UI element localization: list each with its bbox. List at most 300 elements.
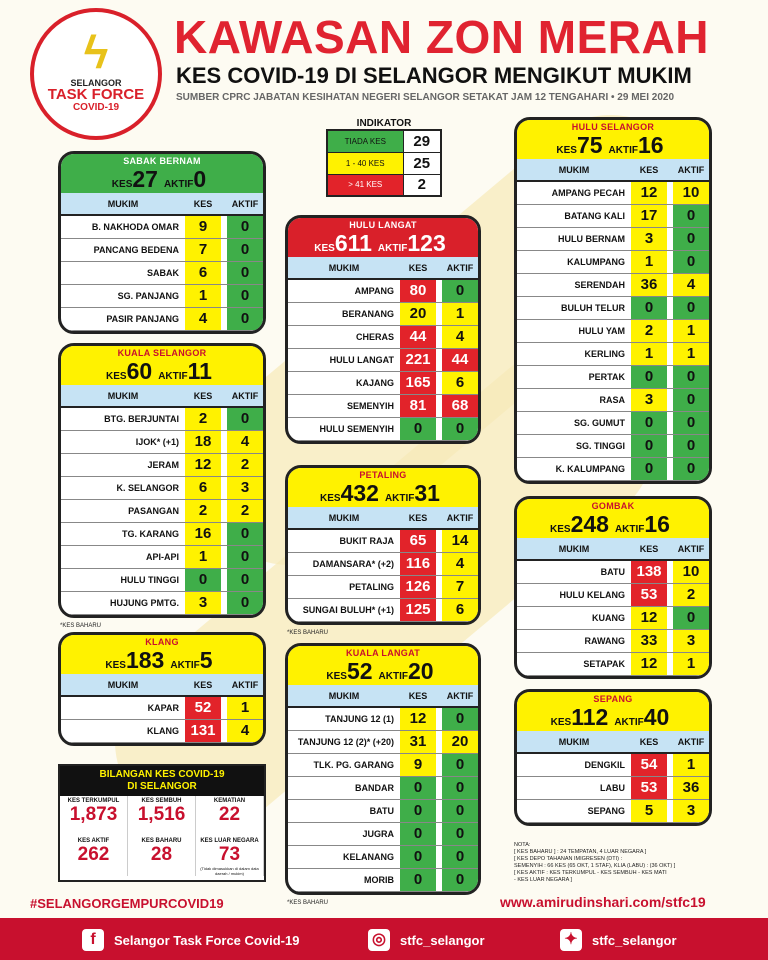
facebook-label: Selangor Task Force Covid-19 <box>114 932 300 948</box>
table-row <box>61 719 263 742</box>
mukim-name: MORIB <box>288 868 400 891</box>
district-name: KUALA LANGAT <box>345 648 421 658</box>
mukim-kes: 18 <box>185 430 221 453</box>
mukim-kes: 6 <box>185 261 221 284</box>
district-kes-total: 112 <box>571 704 609 730</box>
mukim-aktif: 0 <box>442 845 478 868</box>
table-header <box>61 193 263 215</box>
mukim-name: HULU SEMENYIH <box>288 417 400 440</box>
table-row <box>61 238 263 261</box>
mukim-kes: 9 <box>185 215 221 238</box>
footnote: *KES BAHARU <box>287 630 329 636</box>
table-header <box>61 674 263 696</box>
stfc-logo <box>30 8 162 140</box>
hashtag: #SELANGORGEMPURCOVID19 <box>30 896 224 911</box>
col-aktif: AKTIF <box>442 685 478 707</box>
card-header <box>517 120 709 159</box>
table-row <box>517 319 709 342</box>
mukim-aktif: 36 <box>673 776 709 799</box>
table-row <box>288 868 478 891</box>
table-row <box>517 457 709 480</box>
table-row <box>517 296 709 319</box>
mukim-name: BATU <box>517 560 631 583</box>
indikator-legend <box>326 118 442 197</box>
mukim-aktif: 0 <box>442 776 478 799</box>
card-header <box>61 346 263 385</box>
col-kes: KES <box>631 538 667 560</box>
col-aktif: AKTIF <box>227 674 263 696</box>
logo-text: SELANGOR <box>70 78 122 88</box>
total-label: KES BAHARU <box>141 838 182 844</box>
mukim-aktif: 14 <box>442 529 478 552</box>
mukim-kes: 0 <box>400 868 436 891</box>
district-name: HULU SELANGOR <box>571 122 655 132</box>
totals-title: DI SELANGOR <box>127 781 197 792</box>
mukim-aktif: 44 <box>442 348 478 371</box>
mukim-name: RAWANG <box>517 629 631 652</box>
mukim-aktif: 0 <box>673 250 709 273</box>
kes-label: KES <box>326 671 347 682</box>
mukim-aktif: 0 <box>227 522 263 545</box>
table-row <box>517 250 709 273</box>
table-header <box>517 538 709 560</box>
col-aktif: AKTIF <box>227 385 263 407</box>
col-mukim: MUKIM <box>517 538 631 560</box>
col-kes: KES <box>185 385 221 407</box>
mukim-kes: 12 <box>631 606 667 629</box>
legend-value: 29 <box>403 130 441 152</box>
table-row <box>517 583 709 606</box>
mukim-name: HULU TINGGI <box>61 568 185 591</box>
mukim-kes: 0 <box>400 799 436 822</box>
mukim-aktif: 0 <box>227 568 263 591</box>
mukim-name: TG. KARANG <box>61 522 185 545</box>
kes-label: KES <box>550 524 571 535</box>
district-card-klang <box>58 632 266 746</box>
mukim-kes: 4 <box>185 307 221 330</box>
source-line: SUMBER CPRC JABATAN KESIHATAN NEGERI SELANGOR SETAKAT JAM 12 TENGAHARI • 29 MEI 2020 <box>176 92 675 103</box>
mukim-aktif: 0 <box>227 545 263 568</box>
table-row <box>288 598 478 621</box>
district-name: SEPANG <box>593 694 633 704</box>
mukim-aktif: 2 <box>227 453 263 476</box>
mukim-kes: 12 <box>631 181 667 204</box>
mukim-aktif: 0 <box>442 868 478 891</box>
mukim-name: BUKIT RAJA <box>288 529 400 552</box>
note-line: SEMENYIH : 66 KES (65 OKT, 1 STAF), KLIA (LABU) : (36 OKT) ] <box>514 863 676 869</box>
mukim-kes: 1 <box>631 250 667 273</box>
mukim-kes: 0 <box>631 457 667 480</box>
district-aktif-total: 0 <box>193 166 207 192</box>
mukim-aktif: 0 <box>673 606 709 629</box>
mukim-name: TANJUNG 12 (2)* (+20) <box>288 730 400 753</box>
mukim-name: API-API <box>61 545 185 568</box>
mukim-aktif: 0 <box>227 407 263 430</box>
mukim-aktif: 0 <box>673 457 709 480</box>
mukim-name: HULU LANGAT <box>288 348 400 371</box>
table-row <box>517 560 709 583</box>
legend-value: 2 <box>403 174 441 196</box>
kes-label: KES <box>320 493 341 504</box>
total-cell <box>196 796 264 836</box>
mukim-kes: 54 <box>631 753 667 776</box>
mukim-name: SEPANG <box>517 799 631 822</box>
mukim-aktif: 0 <box>673 296 709 319</box>
district-aktif-total: 20 <box>408 658 434 684</box>
mukim-aktif: 0 <box>673 388 709 411</box>
mukim-aktif: 3 <box>673 629 709 652</box>
mukim-name: K. KALUMPANG <box>517 457 631 480</box>
table-header <box>61 385 263 407</box>
aktif-label: AKTIF <box>614 524 645 535</box>
mukim-name: SETAPAK <box>517 652 631 675</box>
total-label: KEMATIAN <box>213 798 246 804</box>
card-header <box>61 154 263 193</box>
total-value: 1,873 <box>69 804 118 825</box>
mukim-name: CHERAS <box>288 325 400 348</box>
mukim-aktif: 0 <box>227 261 263 284</box>
note-line: NOTA: <box>514 842 531 848</box>
district-card-gombak <box>514 496 712 679</box>
table-row <box>288 799 478 822</box>
mukim-name: PETALING <box>288 575 400 598</box>
instagram-link[interactable] <box>368 929 485 951</box>
table-row <box>61 545 263 568</box>
mukim-name: TANJUNG 12 (1) <box>288 707 400 730</box>
mukim-kes: 165 <box>400 371 436 394</box>
table-row <box>517 365 709 388</box>
total-label: KES TERKUMPUL <box>67 798 120 804</box>
mukim-name: BTG. BERJUNTAI <box>61 407 185 430</box>
table-row <box>517 388 709 411</box>
col-kes: KES <box>631 159 667 181</box>
mukim-aktif: 0 <box>442 417 478 440</box>
table-row <box>61 307 263 330</box>
mukim-name: AMPANG <box>288 279 400 302</box>
kes-label: KES <box>556 145 577 156</box>
indikator-title: INDIKATOR <box>356 118 412 129</box>
card-header <box>288 646 478 685</box>
col-mukim: MUKIM <box>517 159 631 181</box>
district-aktif-total: 16 <box>638 132 664 158</box>
mukim-name: BULUH TELUR <box>517 296 631 319</box>
mukim-name: HUJUNG PMTG. <box>61 591 185 614</box>
table-row <box>288 348 478 371</box>
card-header <box>517 692 709 731</box>
instagram-icon: ◎ <box>368 929 390 951</box>
mukim-kes: 33 <box>631 629 667 652</box>
table-row <box>61 568 263 591</box>
col-kes: KES <box>400 257 436 279</box>
twitter-link[interactable] <box>560 929 677 951</box>
table-row <box>61 696 263 719</box>
aktif-label: AKTIF <box>378 671 408 682</box>
district-name: SABAK BERNAM <box>123 156 201 166</box>
district-kes-total: 248 <box>570 511 609 537</box>
facebook-link[interactable] <box>82 929 299 951</box>
col-aktif: AKTIF <box>673 159 709 181</box>
mukim-kes: 65 <box>400 529 436 552</box>
total-value: 73 <box>218 844 241 865</box>
mukim-kes: 16 <box>185 522 221 545</box>
mukim-aktif: 0 <box>673 204 709 227</box>
mukim-kes: 6 <box>185 476 221 499</box>
mukim-kes: 0 <box>631 296 667 319</box>
note-line: [ KES BAHARU ] : 24 TEMPATAN, 4 LUAR NEGARA ] <box>514 849 647 855</box>
page-title: KAWASAN ZON MERAH <box>174 11 709 63</box>
mukim-aktif: 1 <box>673 652 709 675</box>
mukim-kes: 0 <box>400 417 436 440</box>
mukim-name: AMPANG PECAH <box>517 181 631 204</box>
mukim-aktif: 0 <box>442 707 478 730</box>
district-card-hulu-langat <box>285 215 481 444</box>
mukim-aktif: 7 <box>442 575 478 598</box>
col-mukim: MUKIM <box>288 507 400 529</box>
mukim-aktif: 4 <box>227 719 263 742</box>
mukim-kes: 126 <box>400 575 436 598</box>
page-subtitle: KES COVID-19 DI SELANGOR MENGIKUT MUKIM <box>176 63 692 88</box>
table-row <box>288 845 478 868</box>
mukim-name: KAJANG <box>288 371 400 394</box>
table-row <box>61 476 263 499</box>
district-card-sepang <box>514 689 712 826</box>
table-row <box>517 652 709 675</box>
mukim-aktif: 0 <box>442 279 478 302</box>
mukim-aktif: 3 <box>227 476 263 499</box>
district-name: PETALING <box>359 470 407 480</box>
mukim-kes: 0 <box>400 822 436 845</box>
mukim-kes: 81 <box>400 394 436 417</box>
table-row <box>288 822 478 845</box>
table-row <box>288 394 478 417</box>
table-row <box>61 284 263 307</box>
notes-block <box>514 842 734 884</box>
district-name: KLANG <box>145 637 179 647</box>
mukim-kes: 2 <box>185 407 221 430</box>
mukim-aktif: 0 <box>673 411 709 434</box>
district-aktif-total: 5 <box>199 647 213 673</box>
mukim-name: HULU BERNAM <box>517 227 631 250</box>
table-row <box>61 591 263 614</box>
mukim-aktif: 0 <box>673 434 709 457</box>
district-kes-total: 52 <box>346 658 373 684</box>
col-mukim: MUKIM <box>517 731 631 753</box>
table-row <box>288 325 478 348</box>
district-card-kuala-langat <box>285 643 481 895</box>
aktif-label: AKTIF <box>163 179 194 190</box>
mukim-name: HULU YAM <box>517 319 631 342</box>
total-cell <box>60 836 128 876</box>
district-name: GOMBAK <box>591 501 635 511</box>
mukim-aktif: 4 <box>673 273 709 296</box>
mukim-table <box>288 507 478 622</box>
table-row <box>517 753 709 776</box>
mukim-kes: 31 <box>400 730 436 753</box>
mukim-aktif: 6 <box>442 598 478 621</box>
logo-text: COVID-19 <box>72 102 120 113</box>
note-line: [ KES DEPO TAHANAN IMIGRESEN (DTI) : <box>514 856 622 862</box>
table-row <box>517 434 709 457</box>
table-row <box>288 730 478 753</box>
table-row <box>288 753 478 776</box>
mukim-name: SG. GUMUT <box>517 411 631 434</box>
footnote: *KES BAHARU <box>287 900 329 906</box>
col-mukim: MUKIM <box>61 674 185 696</box>
legend-label: > 41 KES <box>327 174 403 196</box>
col-mukim: MUKIM <box>61 385 185 407</box>
mukim-name: DAMANSARA* (+2) <box>288 552 400 575</box>
facebook-icon: f <box>82 929 104 951</box>
total-cell <box>128 836 196 876</box>
mukim-name: HULU KELANG <box>517 583 631 606</box>
mukim-name: SUNGAI BULUH* (+1) <box>288 598 400 621</box>
mukim-kes: 0 <box>631 411 667 434</box>
mukim-aktif: 68 <box>442 394 478 417</box>
mukim-kes: 125 <box>400 598 436 621</box>
card-header <box>288 218 478 257</box>
mukim-name: LABU <box>517 776 631 799</box>
mukim-table <box>61 193 263 331</box>
total-value: 1,516 <box>137 804 186 825</box>
mukim-kes: 20 <box>400 302 436 325</box>
mukim-kes: 44 <box>400 325 436 348</box>
legend-value: 25 <box>403 152 441 174</box>
district-aktif-total: 16 <box>644 511 670 537</box>
aktif-label: AKTIF <box>158 371 188 382</box>
mukim-kes: 9 <box>400 753 436 776</box>
mukim-aktif: 2 <box>673 583 709 606</box>
mukim-kes: 17 <box>631 204 667 227</box>
district-kes-total: 611 <box>334 230 372 256</box>
total-value: 22 <box>218 804 241 825</box>
mukim-aktif: 0 <box>227 307 263 330</box>
mukim-aktif: 0 <box>227 238 263 261</box>
mukim-name: KELANANG <box>288 845 400 868</box>
table-row <box>517 606 709 629</box>
mukim-name: SABAK <box>61 261 185 284</box>
table-row <box>61 522 263 545</box>
mukim-name: SERENDAH <box>517 273 631 296</box>
col-mukim: MUKIM <box>61 193 185 215</box>
mukim-aktif: 1 <box>673 319 709 342</box>
note-line: [ KES AKTIF : KES TERKUMPUL - KES SEMBUH - KES MATI <box>514 870 667 876</box>
district-kes-total: 60 <box>126 358 153 384</box>
mukim-kes: 80 <box>400 279 436 302</box>
mukim-name: JUGRA <box>288 822 400 845</box>
mukim-kes: 0 <box>631 434 667 457</box>
table-header <box>288 685 478 707</box>
mukim-kes: 12 <box>185 453 221 476</box>
district-card-sabak-bernam <box>58 151 266 334</box>
totals-title: BILANGAN KES COVID-19 <box>99 769 225 780</box>
mukim-aktif: 2 <box>227 499 263 522</box>
aktif-label: AKTIF <box>608 145 638 156</box>
mukim-kes: 53 <box>631 776 667 799</box>
mukim-name: KAPAR <box>61 696 185 719</box>
mukim-aktif: 4 <box>442 552 478 575</box>
mukim-kes: 1 <box>185 545 221 568</box>
table-header <box>517 731 709 753</box>
mukim-name: SG. PANJANG <box>61 284 185 307</box>
mukim-name: BERANANG <box>288 302 400 325</box>
mukim-name: K. SELANGOR <box>61 476 185 499</box>
aktif-label: AKTIF <box>384 493 415 504</box>
footer-bar <box>0 918 768 960</box>
district-name: HULU LANGAT <box>349 220 417 230</box>
mukim-aktif: 1 <box>673 342 709 365</box>
table-row <box>288 776 478 799</box>
total-subnote: (Tidak dimasukkan di dalam data daerah / mukim) <box>200 866 259 876</box>
table-row <box>288 529 478 552</box>
mukim-name: PANCANG BEDENA <box>61 238 185 261</box>
lightning-icon: ϟ <box>83 26 109 78</box>
district-card-petaling <box>285 465 481 625</box>
mukim-kes: 7 <box>185 238 221 261</box>
table-row <box>61 261 263 284</box>
district-kes-total: 27 <box>132 166 158 192</box>
kes-label: KES <box>550 717 572 728</box>
table-row <box>517 411 709 434</box>
mukim-name: TLK. PG. GARANG <box>288 753 400 776</box>
total-label: KES LUAR NEGARA <box>200 838 259 844</box>
mukim-table <box>517 538 709 676</box>
table-row <box>517 629 709 652</box>
website-link[interactable]: www.amirudinshari.com/stfc19 <box>500 894 706 910</box>
mukim-name: SG. TINGGI <box>517 434 631 457</box>
mukim-aktif: 0 <box>442 822 478 845</box>
mukim-kes: 3 <box>631 227 667 250</box>
mukim-name: SEMENYIH <box>288 394 400 417</box>
table-row <box>288 302 478 325</box>
mukim-name: BATANG KALI <box>517 204 631 227</box>
totals-panel <box>58 764 266 882</box>
table-row <box>61 499 263 522</box>
mukim-aktif: 10 <box>673 560 709 583</box>
mukim-aktif: 0 <box>227 284 263 307</box>
mukim-kes: 116 <box>400 552 436 575</box>
mukim-kes: 1 <box>631 342 667 365</box>
district-kes-total: 432 <box>340 480 379 506</box>
col-mukim: MUKIM <box>288 685 400 707</box>
table-row <box>288 371 478 394</box>
mukim-aktif: 0 <box>227 215 263 238</box>
total-value: 28 <box>150 844 173 865</box>
mukim-kes: 53 <box>631 583 667 606</box>
mukim-table <box>61 385 263 615</box>
mukim-aktif: 0 <box>673 227 709 250</box>
mukim-name: PASIR PANJANG <box>61 307 185 330</box>
mukim-name: PASANGAN <box>61 499 185 522</box>
col-kes: KES <box>185 674 221 696</box>
mukim-aktif: 1 <box>442 302 478 325</box>
table-row <box>61 407 263 430</box>
table-row <box>517 227 709 250</box>
district-name: KUALA SELANGOR <box>117 348 207 358</box>
kes-label: KES <box>106 371 127 382</box>
mukim-name: RASA <box>517 388 631 411</box>
table-row <box>517 273 709 296</box>
card-header <box>61 635 263 674</box>
mukim-aktif: 0 <box>227 591 263 614</box>
table-row <box>288 279 478 302</box>
mukim-kes: 52 <box>185 696 221 719</box>
mukim-aktif: 1 <box>227 696 263 719</box>
mukim-name: DENGKIL <box>517 753 631 776</box>
card-header <box>288 468 478 507</box>
total-cell <box>196 836 264 876</box>
col-aktif: AKTIF <box>442 507 478 529</box>
mukim-name: BATU <box>288 799 400 822</box>
